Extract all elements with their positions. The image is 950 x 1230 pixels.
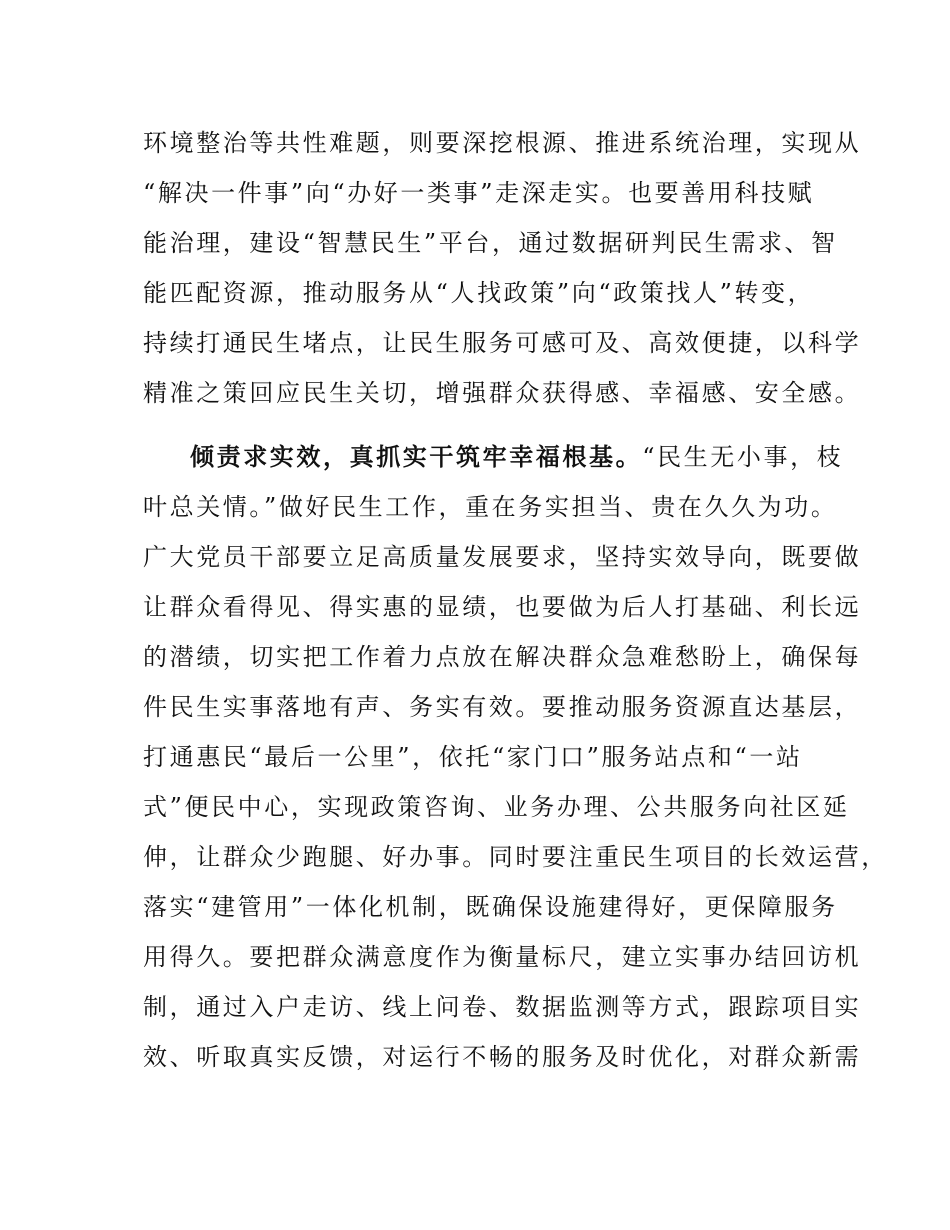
paragraph-2-first-line-rest: “民生无小事，枝 [642,443,844,471]
paragraph-2-line-4: 让群众看得见、得实惠的显绩，也要做为后人打基础、利长远 [143,593,862,621]
paragraph-2-line-10: 落实“建管用”一体化机制，既确保设施建得好，更保障服务 [143,893,838,921]
paragraph-1-line-6: 精准之策回应民生关切，增强群众获得感、幸福感、安全感。 [143,379,862,407]
paragraph-1-line-2: “解决一件事”向“办好一类事”走深走实。也要善用科技赋 [143,179,815,207]
paragraph-2-line-8: 式”便民中心，实现政策咨询、业务办理、公共服务向社区延 [143,793,850,821]
paragraph-2-line-1 [190,432,844,482]
paragraph-2-line-5: 的潜绩，切实把工作着力点放在解决群众急难愁盼上，确保每 [143,643,862,671]
paragraph-2-line-6: 件民生实事落地有声、务实有效。要推动服务资源直达基层， [143,693,862,721]
paragraph-2-line-11: 用得久。要把群众满意度作为衡量标尺，建立实事办结回访机 [143,943,862,971]
paragraph-1-line-4: 能匹配资源，推动服务从“人找政策”向“政策找人”转变， [143,279,815,307]
paragraph-2-line-12: 制，通过入户走访、线上问卷、数据监测等方式，跟踪项目实 [143,993,862,1021]
paragraph-2-line-3: 广大党员干部要立足高质量发展要求，坚持实效导向，既要做 [143,543,862,571]
paragraph-2-heading: 倾责求实效，真抓实干筑牢幸福根基。 [190,443,643,471]
paragraph-1-line-3: 能治理，建设“智慧民生”平台，通过数据研判民生需求、智 [143,229,838,257]
paragraph-2-line-13: 效、听取真实反馈，对运行不畅的服务及时优化，对群众新需 [143,1043,862,1071]
paragraph-1-line-5: 持续打通民生堵点，让民生服务可感可及、高效便捷，以科学 [143,329,862,357]
paragraph-2-line-9: 伸，让群众少跑腿、好办事。同时要注重民生项目的长效运营， [143,843,888,871]
paragraph-1-line-1: 环境整治等共性难题，则要深挖根源、推进系统治理，实现从 [143,129,862,157]
paragraph-2-line-7: 打通惠民“最后一公里”，依托“家门口”服务站点和“一站 [143,743,803,771]
paragraph-2-line-2: 叶总关情。”做好民生工作，重在务实担当、贵在久久为功。 [143,493,838,521]
